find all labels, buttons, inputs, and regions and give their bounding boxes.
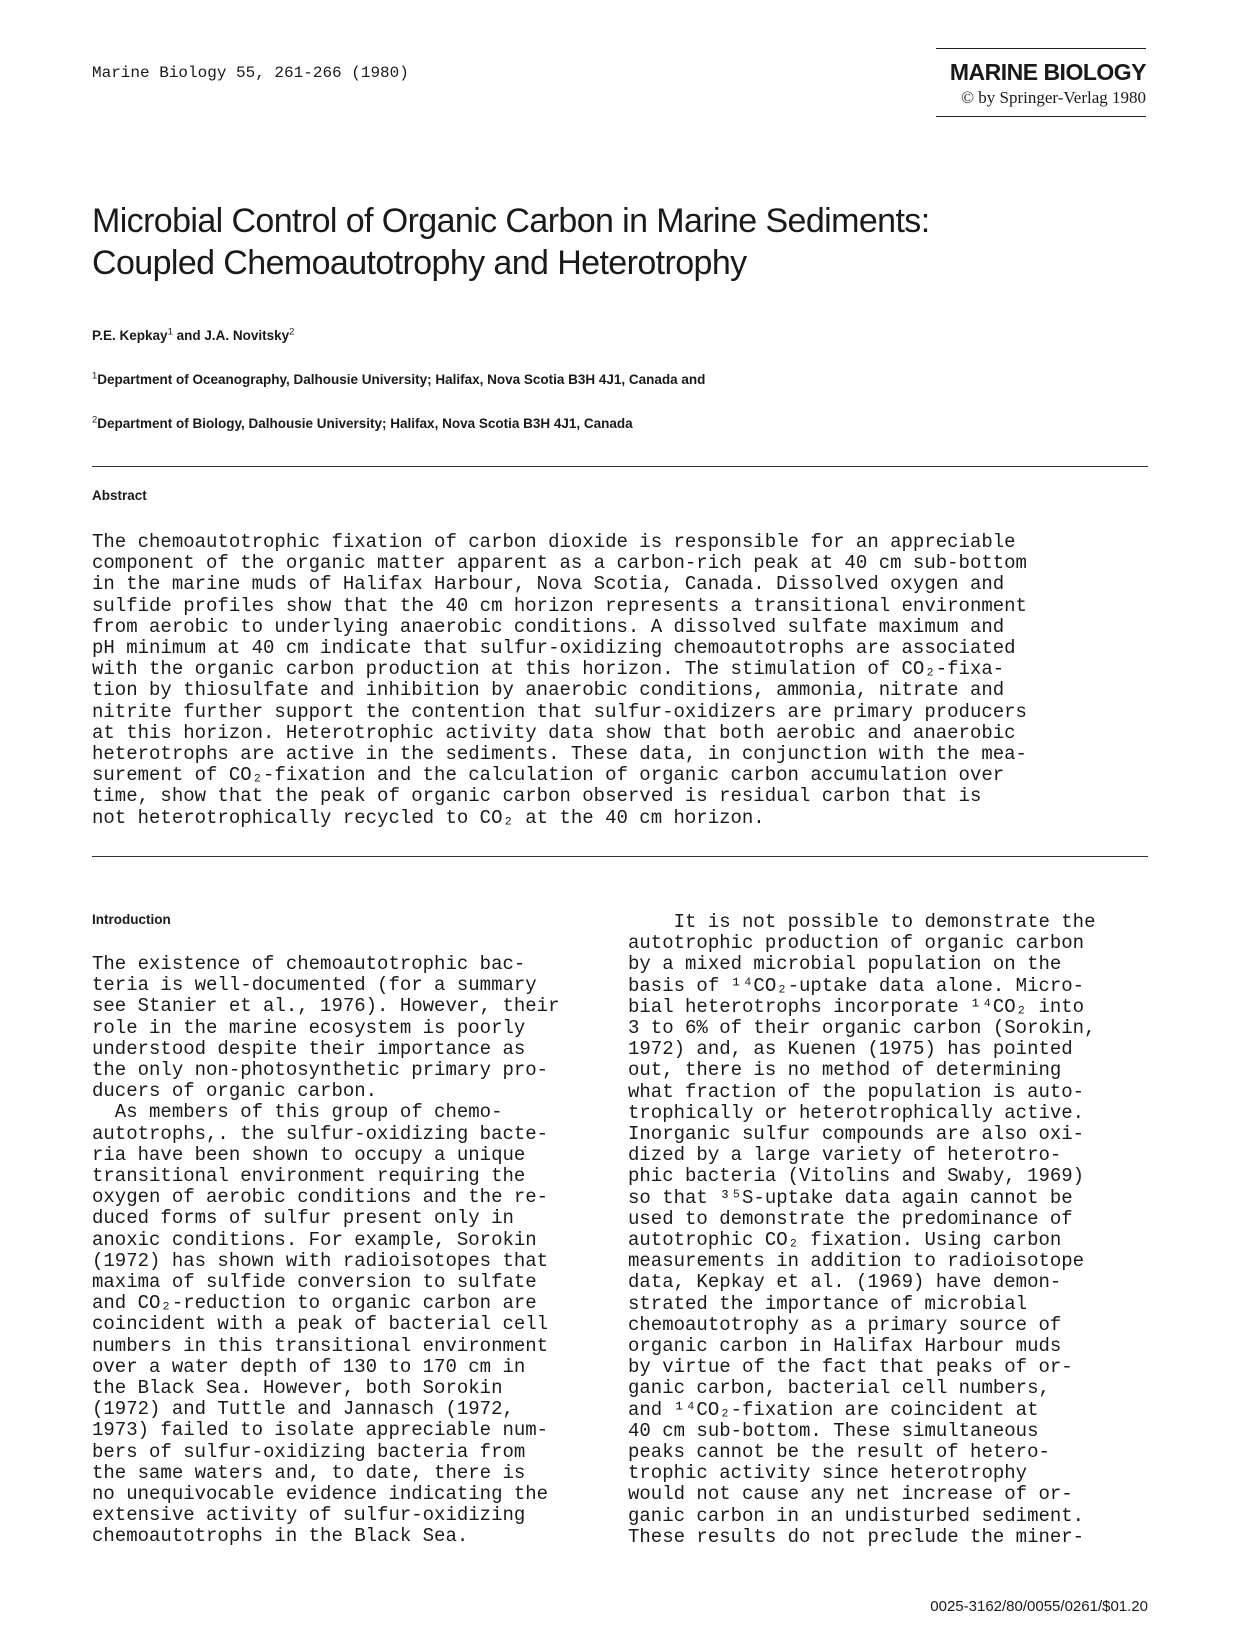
text-line: maxima of sulfide conversion to sulfate: [92, 1271, 537, 1294]
text-line: no unequivocable evidence indicating the: [92, 1483, 549, 1506]
journal-reference: Marine Biology 55, 261-266 (1980): [92, 64, 409, 82]
affiliation: [92, 416, 633, 431]
text-line: bers of sulfur-oxidizing bacteria from: [92, 1440, 526, 1463]
text-line: dized by a large variety of heterotro-: [628, 1144, 1062, 1167]
affiliation: [92, 372, 705, 387]
body-column-left: [92, 954, 602, 1548]
text-line: bial heterotrophs incorporate ¹⁴CO₂ into: [628, 995, 1085, 1018]
text-line: autotrophic production of organic carbon: [628, 932, 1085, 955]
text-line: ganic carbon in an undisturbed sediment.: [628, 1504, 1085, 1527]
affiliation-marker: 1: [167, 326, 173, 338]
abstract-line: sulfide profiles show that the 40 cm horizon represents a transitional environment: [92, 594, 1027, 617]
text-line: the same waters and, to date, there is: [92, 1461, 526, 1484]
abstract-line: The chemoautotrophic fixation of carbon dioxide is responsible for an appreciable: [92, 531, 1016, 553]
text-line: trophically or heterotrophically active.: [628, 1101, 1085, 1124]
text-line: As members of this group of chemo-: [92, 1101, 503, 1124]
text-line: teria is well-documented (for a summary: [92, 974, 537, 997]
text-line: chemoautotrophs in the Black Sea.: [92, 1525, 469, 1548]
text-line: used to demonstrate the predominance of: [628, 1207, 1073, 1230]
text-line: so that ³⁵S-uptake data again cannot be: [628, 1186, 1073, 1209]
abstract-heading: Abstract: [92, 488, 147, 503]
text-line: oxygen of aerobic conditions and the re-: [92, 1186, 549, 1209]
text-line: role in the marine ecosystem is poorly: [92, 1016, 526, 1039]
text-line: ganic carbon, bacterial cell numbers,: [628, 1377, 1050, 1400]
text-line: (1972) and Tuttle and Jannasch (1972,: [92, 1398, 514, 1421]
journal-name: MARINE BIOLOGY: [949, 59, 1146, 85]
abstract-line: in the marine muds of Halifax Harbour, Nova Scotia, Canada. Dissolved oxygen and: [92, 573, 1005, 596]
abstract-line: surement of CO₂-fixation and the calculation of organic carbon accumulation over: [92, 764, 1005, 787]
abstract-body: [92, 532, 1152, 829]
title-line: Coupled Chemoautotrophy and Heterotrophy: [92, 244, 747, 282]
abstract-line: time, show that the peak of organic carbon observed is residual carbon that is: [92, 785, 982, 808]
author-name: P.E. Kepkay: [92, 328, 168, 343]
text-line: measurements in addition to radioisotope: [628, 1250, 1085, 1273]
text-line: the only non-photosynthetic primary pro-: [92, 1059, 549, 1082]
author-name: J.A. Novitsky: [204, 328, 290, 343]
abstract-line: tion by thiosulfate and inhibition by anaerobic conditions, ammonia, nitrate and: [92, 679, 1005, 702]
text-line: basis of ¹⁴CO₂-uptake data alone. Micro-: [628, 974, 1085, 997]
abstract-line: at this horizon. Heterotrophic activity data show that both aerobic and anaerobic: [92, 721, 1016, 744]
abstract-line: pH minimum at 40 cm indicate that sulfur-oxidizing chemoautotrophs are associated: [92, 637, 1016, 660]
text-line: The existence of chemoautotrophic bac-: [92, 953, 526, 975]
abstract-line: heterotrophs are active in the sediments. These data, in conjunction with the mea-: [92, 743, 1027, 766]
text-line: data, Kepkay et al. (1969) have demon-: [628, 1271, 1062, 1294]
copyright-notice: © by Springer-Verlag 1980: [961, 88, 1146, 107]
divider: [92, 856, 1148, 857]
text-line: what fraction of the population is auto-: [628, 1080, 1085, 1103]
affiliation-text: Department of Oceanography, Dalhousie University; Halifax, Nova Scotia B3H 4J1, Canada and: [97, 372, 706, 387]
abstract-line: with the organic carbon production at this horizon. The stimulation of CO₂-fixa-: [92, 658, 1005, 681]
journal-brand: [936, 48, 1146, 117]
section-heading-introduction: Introduction: [92, 912, 171, 927]
text-line: over a water depth of 130 to 170 cm in: [92, 1355, 526, 1378]
text-line: by virtue of the fact that peaks of or-: [628, 1356, 1073, 1379]
text-line: the Black Sea. However, both Sorokin: [92, 1377, 503, 1400]
abstract-line: from aerobic to underlying anaerobic conditions. A dissolved sulfate maximum and: [92, 615, 1005, 638]
text-line: numbers in this transitional environment: [92, 1334, 549, 1357]
text-line: extensive activity of sulfur-oxidizing: [92, 1504, 526, 1527]
affiliation-marker: 2: [92, 414, 98, 426]
abstract-line: nitrite further support the contention that sulfur-oxidizers are primary producers: [92, 700, 1027, 723]
text-line: These results do not preclude the miner-: [628, 1525, 1085, 1548]
text-line: (1972) has shown with radioisotopes that: [92, 1249, 549, 1272]
text-line: anoxic conditions. For example, Sorokin: [92, 1228, 537, 1251]
text-line: autotrophs,. the sulfur-oxidizing bacte-: [92, 1122, 549, 1145]
text-line: and CO₂-reduction to organic carbon are: [92, 1292, 537, 1315]
text-line: 40 cm sub-bottom. These simultaneous: [628, 1419, 1039, 1442]
text-line: ria have been shown to occupy a unique: [92, 1143, 526, 1166]
text-line: strated the importance of microbial: [628, 1292, 1028, 1315]
text-line: peaks cannot be the result of hetero-: [628, 1441, 1050, 1464]
affiliation-text: Department of Biology, Dalhousie University; Halifax, Nova Scotia B3H 4J1, Canada: [97, 416, 633, 431]
divider: [92, 466, 1148, 467]
abstract-line: component of the organic matter apparent as a carbon-rich peak at 40 cm sub-bottom: [92, 552, 1027, 575]
author-list: [92, 328, 294, 343]
text-line: see Stanier et al., 1976). However, their: [92, 995, 560, 1018]
text-line: duced forms of sulfur present only in: [92, 1207, 514, 1230]
text-line: understood despite their importance as: [92, 1037, 526, 1060]
author-conjunction: and: [172, 328, 205, 343]
article-code: 0025-3162/80/0055/0261/$01.20: [930, 1598, 1148, 1615]
title-line: Microbial Control of Organic Carbon in Marine Sediments:: [92, 202, 930, 240]
abstract-line: not heterotrophically recycled to CO₂ at the 40 cm horizon.: [92, 806, 765, 829]
text-line: would not cause any net increase of or-: [628, 1483, 1073, 1506]
text-line: phic bacteria (Vitolins and Swaby, 1969): [628, 1165, 1085, 1188]
text-line: transitional environment requiring the: [92, 1165, 526, 1188]
text-line: organic carbon in Halifax Harbour muds: [628, 1335, 1062, 1358]
text-line: ducers of organic carbon.: [92, 1080, 378, 1103]
text-line: It is not possible to demonstrate the: [628, 911, 1096, 933]
text-line: and ¹⁴CO₂-fixation are coincident at: [628, 1398, 1039, 1421]
text-line: chemoautotrophy as a primary source of: [628, 1313, 1062, 1336]
affiliation-marker: 1: [92, 370, 98, 382]
affiliation-marker: 2: [289, 326, 295, 338]
paper-title: [92, 200, 1142, 284]
text-line: Inorganic sulfur compounds are also oxi-: [628, 1123, 1085, 1146]
text-line: out, there is no method of determining: [628, 1059, 1062, 1082]
text-line: autotrophic CO₂ fixation. Using carbon: [628, 1229, 1062, 1252]
text-line: 1973) failed to isolate appreciable num-: [92, 1419, 549, 1442]
text-line: 1972) and, as Kuenen (1975) has pointed: [628, 1038, 1073, 1061]
text-line: by a mixed microbial population on the: [628, 953, 1062, 976]
body-column-right: [628, 912, 1168, 1548]
text-line: coincident with a peak of bacterial cell: [92, 1313, 549, 1336]
text-line: trophic activity since heterotrophy: [628, 1462, 1028, 1485]
text-line: 3 to 6% of their organic carbon (Sorokin,: [628, 1017, 1096, 1040]
